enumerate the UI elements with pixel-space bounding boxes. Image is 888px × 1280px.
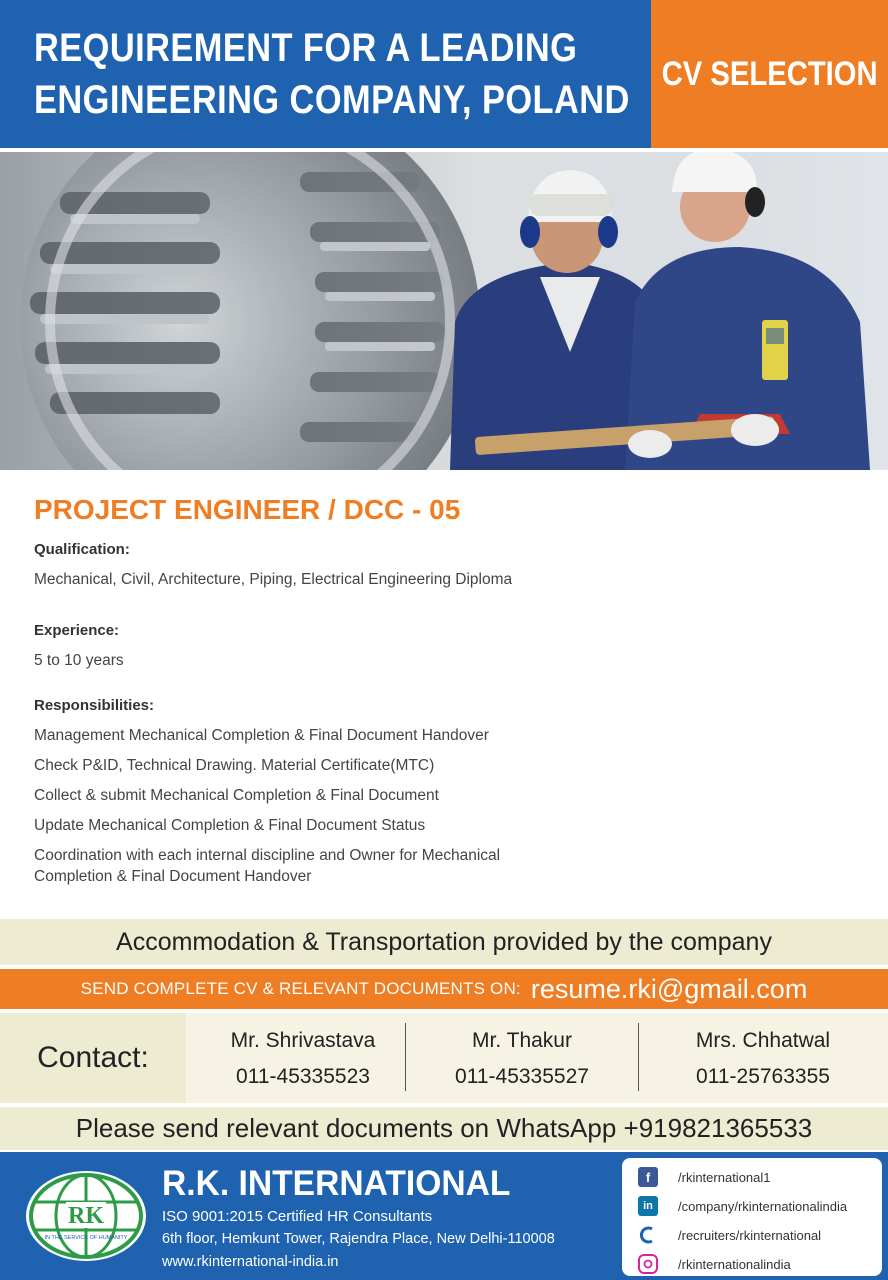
social-link-instagram[interactable] xyxy=(638,1251,791,1277)
social-link-text: /company/rkinternationalindia xyxy=(678,1198,848,1214)
contact-person xyxy=(186,1013,420,1103)
social-link-facebook[interactable] xyxy=(638,1164,771,1190)
responsibility-item: Check P&ID, Technical Drawing. Material Certificate(MTC) xyxy=(34,757,435,774)
whatsapp-text: Please send relevant documents on WhatsApp +919821365533 xyxy=(75,1113,813,1143)
logo-tagline: IN THE SERVICE OF HUMANITY xyxy=(44,1235,128,1241)
recruiters-icon xyxy=(638,1225,658,1245)
header-banner xyxy=(0,0,888,148)
qualification-label: Qualification: xyxy=(34,541,130,558)
send-cv-banner xyxy=(0,969,888,1009)
website-link[interactable]: www.rkinternational-india.in xyxy=(162,1254,339,1270)
contact-section xyxy=(0,1013,888,1103)
cv-selection-badge xyxy=(651,0,888,148)
header-title-line1: REQUIREMENT FOR A LEADING xyxy=(34,26,578,70)
responsibility-item: Coordination with each internal discipline and Owner for Mechanical xyxy=(34,847,501,864)
header-title-line2: ENGINEERING COMPANY, POLAND xyxy=(34,78,630,122)
responsibility-item: Update Mechanical Completion & Final Document Status xyxy=(34,817,426,834)
accommodation-text: Accommodation & Transportation provided by the company xyxy=(116,927,772,956)
contact-name: Mrs. Chhatwal xyxy=(695,1029,831,1052)
logo-text: RK xyxy=(68,1203,104,1229)
contact-person xyxy=(638,1013,888,1103)
facebook-icon: f xyxy=(638,1167,658,1187)
rk-globe-logo-icon xyxy=(24,1169,148,1263)
company-address: 6th floor, Hemkunt Tower, Rajendra Place, New Delhi-110008 xyxy=(162,1231,555,1247)
contact-name: Mr. Thakur xyxy=(472,1029,572,1052)
social-link-recruiters[interactable] xyxy=(638,1222,821,1248)
experience-text: 5 to 10 years xyxy=(34,652,124,669)
responsibilities-label: Responsibilities: xyxy=(34,697,155,714)
job-title: PROJECT ENGINEER / DCC - 05 xyxy=(34,494,461,525)
linkedin-icon: in xyxy=(638,1196,658,1216)
contact-phone[interactable]: 011-25763355 xyxy=(696,1065,830,1088)
contact-label-box xyxy=(0,1013,186,1103)
social-link-text: /rkinternationalindia xyxy=(678,1256,791,1272)
instagram-icon xyxy=(638,1254,658,1274)
responsibility-item: Management Mechanical Completion & Final Document Handover xyxy=(34,727,489,744)
engineers-photo xyxy=(0,152,888,470)
social-link-text: /rkinternational1 xyxy=(678,1169,771,1185)
contact-name: Mr. Shrivastava xyxy=(230,1029,376,1052)
accommodation-banner xyxy=(0,919,888,965)
contact-list xyxy=(186,1013,888,1103)
email-link[interactable]: resume.rki@gmail.com xyxy=(530,973,808,1004)
qualification-text: Mechanical, Civil, Architecture, Piping, Electrical Engineering Diploma xyxy=(34,571,513,588)
responsibility-item: Collect & submit Mechanical Completion & Final Document xyxy=(34,787,439,804)
company-name: R.K. INTERNATIONAL xyxy=(162,1164,511,1203)
contact-phone[interactable]: 011-45335527 xyxy=(455,1065,589,1088)
contact-phone[interactable]: 011-45335523 xyxy=(236,1065,370,1088)
responsibility-item: Completion & Final Document Handover xyxy=(34,868,312,885)
iso-certification: ISO 9001:2015 Certified HR Consultants xyxy=(162,1208,433,1225)
experience-label: Experience: xyxy=(34,622,120,639)
send-cv-label: SEND COMPLETE CV & RELEVANT DOCUMENTS ON: xyxy=(80,979,521,998)
cv-selection-label: CV SELECTION xyxy=(661,54,878,93)
social-link-text: /recruiters/rkinternational xyxy=(678,1227,822,1243)
whatsapp-banner xyxy=(0,1107,888,1150)
social-link-linkedin[interactable] xyxy=(638,1193,847,1219)
footer xyxy=(0,1152,888,1280)
social-links-panel xyxy=(622,1158,882,1276)
contact-label: Contact: xyxy=(37,1041,149,1074)
header-title-panel xyxy=(0,0,651,148)
engineers-illustration xyxy=(0,152,888,470)
contact-person xyxy=(405,1013,639,1103)
